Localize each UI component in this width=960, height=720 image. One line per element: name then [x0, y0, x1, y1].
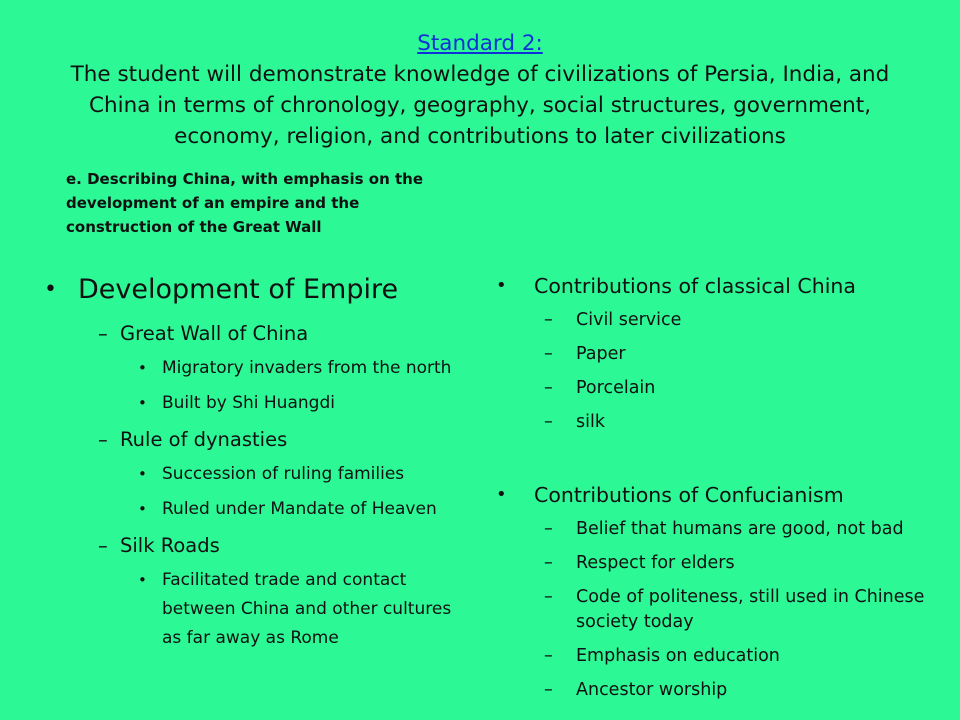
list-item: Ruled under Mandate of Heaven	[162, 499, 437, 519]
list-item: Paper	[576, 344, 626, 364]
list-item: silk	[576, 412, 605, 432]
dash-icon: –	[544, 587, 553, 607]
list-item: Belief that humans are good, not bad	[576, 519, 904, 539]
list-item: Respect for elders	[576, 553, 735, 573]
block-title: Contributions of classical China	[534, 274, 856, 298]
dash-icon: –	[544, 553, 553, 573]
block-confucianism	[496, 479, 954, 703]
standard-link[interactable]: Standard 2:	[417, 31, 543, 56]
bullet-icon: •	[496, 484, 507, 505]
block-title: Contributions of Confucianism	[534, 483, 844, 507]
block-classical-china	[496, 270, 954, 435]
left-title-row	[44, 270, 458, 310]
bullet-icon: •	[138, 465, 147, 483]
section-label: Great Wall of China	[120, 322, 309, 345]
section-dynasties	[78, 426, 458, 524]
slide-header	[40, 28, 920, 152]
dash-icon: –	[98, 322, 108, 345]
bullet-icon: •	[138, 500, 147, 518]
dash-icon: –	[98, 428, 108, 451]
dash-icon: –	[544, 519, 553, 539]
dash-icon: –	[544, 646, 553, 666]
section-label: Silk Roads	[120, 534, 220, 557]
objective-subtitle: e. Describing China, with emphasis on the development of an empire and the construction of the Great Wall	[66, 170, 424, 236]
list-item: Migratory invaders from the north	[162, 358, 452, 378]
section-great-wall	[78, 320, 458, 418]
section-silk-roads	[78, 532, 458, 653]
dash-icon: –	[98, 534, 108, 557]
list-item: Succession of ruling families	[162, 464, 405, 484]
section-label: Rule of dynasties	[120, 428, 288, 451]
list-item: Code of politeness, still used in Chinese society today	[576, 587, 925, 632]
bullet-icon: •	[138, 359, 147, 377]
list-item: Emphasis on education	[576, 646, 780, 666]
left-column	[44, 270, 458, 653]
list-item: Facilitated trade and contact between China and other cultures as far away as Rome	[162, 570, 452, 648]
dash-icon: –	[544, 412, 553, 432]
bullet-icon: •	[44, 277, 57, 302]
dash-icon: –	[544, 344, 553, 364]
dash-icon: –	[544, 378, 553, 398]
list-item: Ancestor worship	[576, 680, 728, 700]
left-title: Development of Empire	[78, 274, 399, 305]
bullet-icon: •	[496, 275, 507, 296]
bullet-icon: •	[138, 571, 147, 589]
right-column	[496, 270, 954, 703]
standard-description: The student will demonstrate knowledge of civilizations of Persia, India, and China in terms of chronology, geography, social structures, government, economy, religion, and contributions to later civilizations	[70, 62, 890, 149]
list-item: Civil service	[576, 310, 682, 330]
list-item: Built by Shi Huangdi	[162, 393, 335, 413]
dash-icon: –	[544, 680, 553, 700]
bullet-icon: •	[138, 394, 147, 412]
dash-icon: –	[544, 310, 553, 330]
list-item: Porcelain	[576, 378, 656, 398]
